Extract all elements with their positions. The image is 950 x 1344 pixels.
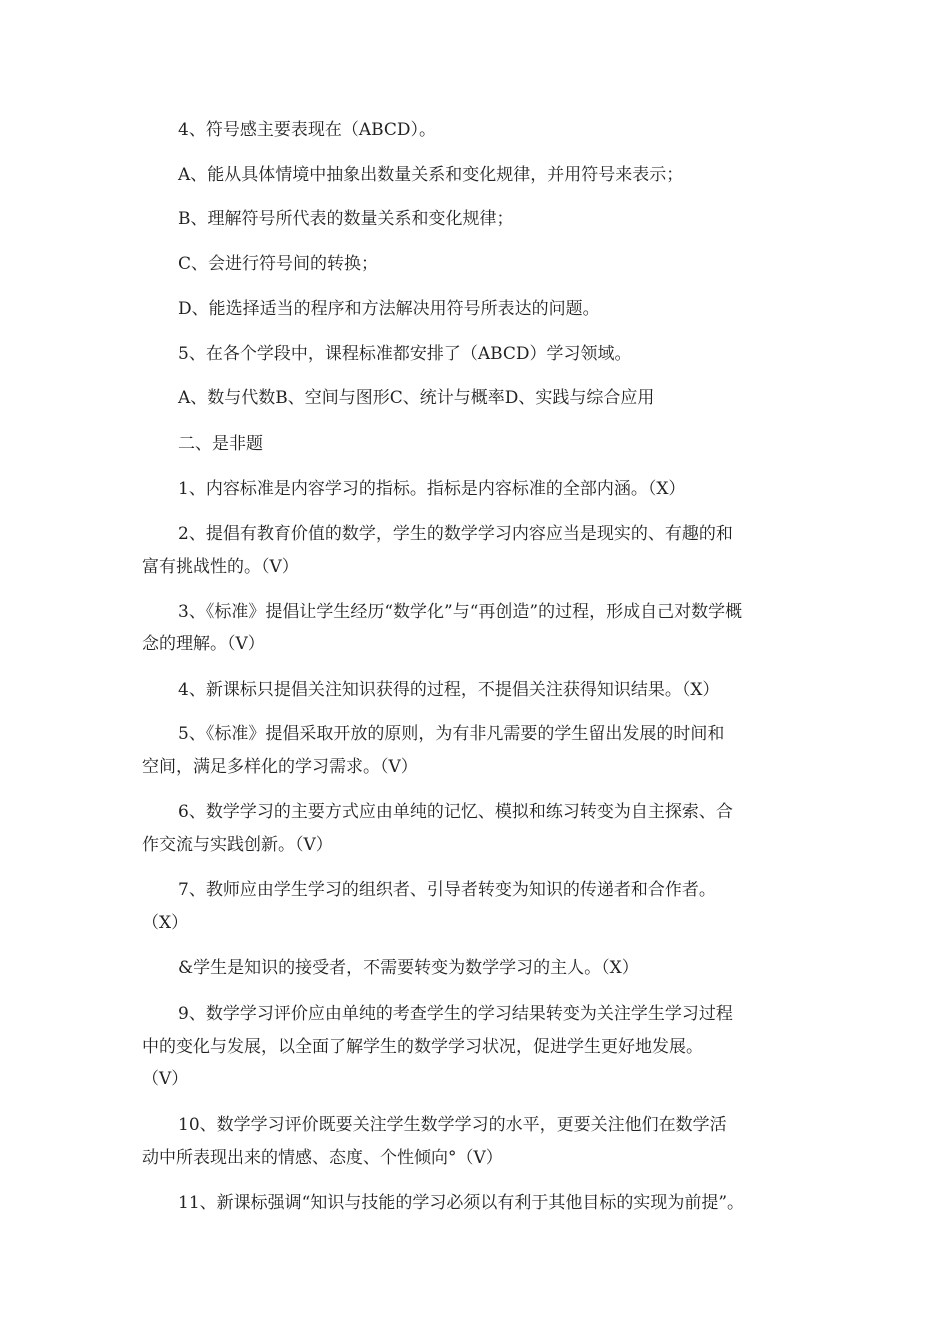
tf-item-10-line-2: 动中所表现出来的情感、态度、个性倾向°（V） — [142, 1148, 503, 1168]
tf-item-1: 1、内容标准是内容学习的指标。指标是内容标准的全部内涵。（X） — [178, 479, 686, 499]
section-heading: 二、是非题 — [178, 434, 263, 454]
tf-item-11: 11、新课标强调“知识与技能的学习必须以有利于其他目标的实现为前提”。 — [178, 1193, 745, 1213]
tf-item-2-line-1: 2、提倡有教育价值的数学，学生的数学学习内容应当是现实的、有趣的和 — [178, 524, 733, 544]
q4-option-c: C、会进行符号间的转换； — [178, 254, 379, 274]
tf-item-10-line-1: 10、数学学习评价既要关注学生数学学习的水平，更要关注他们在数学活 — [178, 1115, 727, 1135]
tf-item-4: 4、新课标只提倡关注知识获得的过程，不提倡关注获得知识结果。（X） — [178, 680, 720, 700]
tf-item-6-line-1: 6、数学学习的主要方式应由单纯的记忆、模拟和练习转变为自主探索、合 — [178, 802, 733, 822]
tf-item-9-line-1: 9、数学学习评价应由单纯的考查学生的学习结果转变为关注学生学习过程 — [178, 1004, 733, 1024]
tf-item-6-line-2: 作交流与实践创新。（V） — [142, 835, 333, 855]
tf-item-2-line-2: 富有挑战性的。（V） — [142, 557, 299, 577]
tf-item-5-line-1: 5、《标准》提倡采取开放的原则，为有非凡需要的学生留出发展的时间和 — [178, 724, 725, 744]
tf-item-9-line-3: （V） — [142, 1069, 189, 1089]
q5-options: A、数与代数B、空间与图形C、统计与概率D、实践与综合应用 — [178, 388, 655, 408]
tf-item-3-line-2: 念的理解。（V） — [142, 634, 265, 654]
tf-item-3-line-1: 3、《标准》提倡让学生经历“数学化”与“再创造”的过程，形成自己对数学概 — [178, 602, 743, 622]
q4-option-a: A、能从具体情境中抽象出数量关系和变化规律，并用符号来表示； — [178, 165, 684, 185]
tf-item-9-line-2: 中的变化与发展，以全面了解学生的数学学习状况，促进学生更好地发展。 — [142, 1037, 703, 1057]
tf-item-5-line-2: 空间，满足多样化的学习需求。（V） — [142, 757, 418, 777]
q5-stem: 5、在各个学段中，课程标准都安排了（ABCD）学习领域。 — [178, 344, 632, 364]
q4-option-d: D、能选择适当的程序和方法解决用符号所表达的问题。 — [178, 299, 600, 319]
tf-item-7-line-2: （X） — [142, 913, 189, 933]
tf-item-8: &学生是知识的接受者，不需要转变为数学学习的主人。（X） — [178, 958, 639, 978]
tf-item-7-line-1: 7、教师应由学生学习的组织者、引导者转变为知识的传递者和合作者。 — [178, 880, 716, 900]
q4-option-b: B、理解符号所代表的数量关系和变化规律； — [178, 209, 514, 229]
q4-stem: 4、符号感主要表现在（ABCD）。 — [178, 120, 437, 140]
